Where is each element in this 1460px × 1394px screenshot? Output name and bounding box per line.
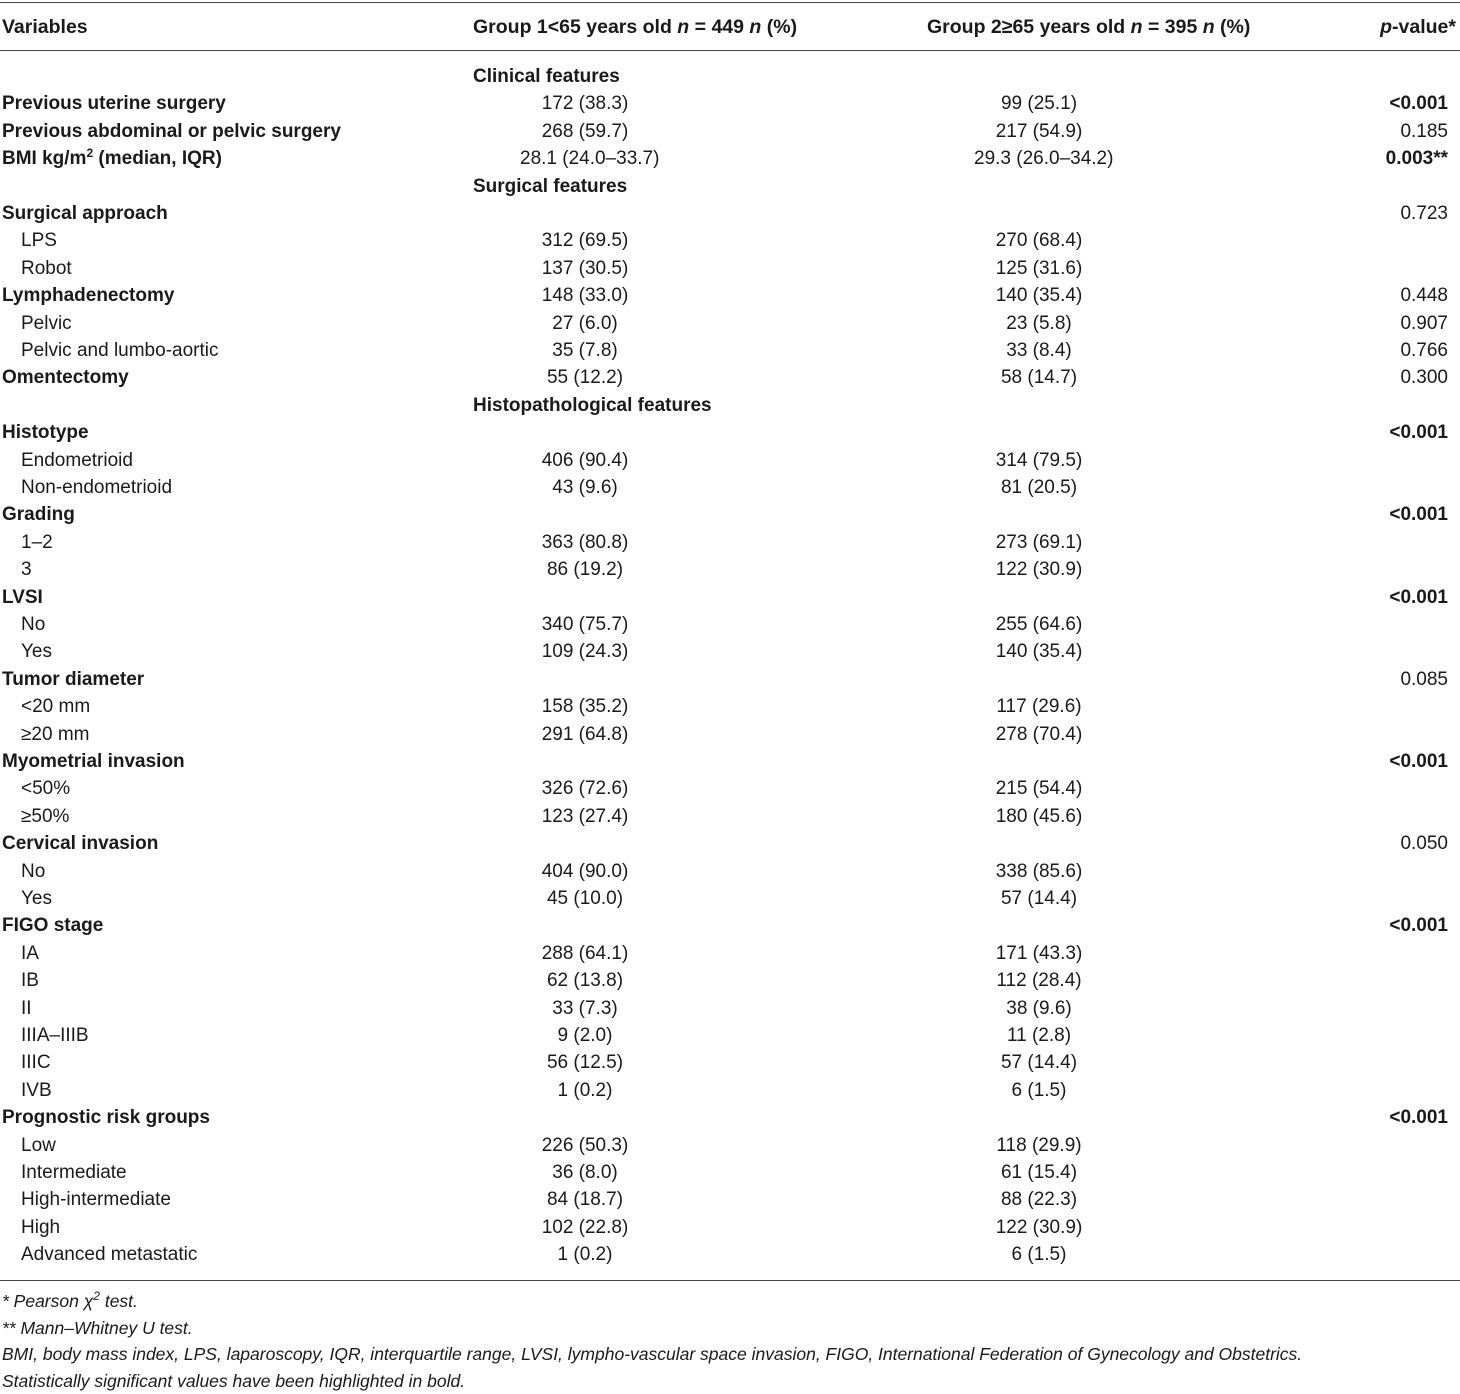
row-variable (21, 1186, 171, 1213)
row-variable-label: ≥20 mm (21, 724, 90, 745)
row-p-value: 0.003** (1386, 145, 1448, 172)
row-group1-value: 56 (12.5) (520, 1049, 650, 1076)
row-group1-value: 33 (7.3) (520, 995, 650, 1022)
section-surgical: Surgical features (473, 173, 627, 200)
row-p-value: <0.001 (1389, 912, 1448, 939)
row-variable (21, 447, 133, 474)
row-group1-value: 291 (64.8) (520, 721, 650, 748)
row-variable (2, 666, 144, 693)
header-group1-suffix: (%) (761, 16, 797, 38)
row-variable-label: Lymphadenectomy (2, 285, 174, 306)
row-group1-value: 1 (0.2) (520, 1077, 650, 1104)
row-variable-label: FIGO stage (2, 915, 103, 936)
table-row (0, 118, 1460, 145)
row-group2-value: 117 (29.6) (974, 693, 1104, 720)
row-group1-value: 84 (18.7) (520, 1186, 650, 1213)
row-variable-label: Previous abdominal or pelvic surgery (2, 121, 341, 142)
table-row (0, 200, 1460, 227)
row-group2-value: 29.3 (26.0–34.2) (974, 145, 1104, 172)
table-row (0, 474, 1460, 501)
row-variable-label: High-intermediate (21, 1189, 171, 1210)
row-variable-label: IB (21, 970, 39, 991)
row-group1-value: 123 (27.4) (520, 803, 650, 830)
row-group1-value: 172 (38.3) (520, 90, 650, 117)
row-group1-value: 268 (59.7) (520, 118, 650, 145)
table-row (0, 584, 1460, 611)
row-group2-value: 38 (9.6) (974, 995, 1104, 1022)
row-variable (2, 501, 75, 528)
table-row (0, 1214, 1460, 1241)
row-variable-label: Pelvic (21, 313, 72, 334)
table-row (0, 1022, 1460, 1049)
row-p-value: <0.001 (1389, 501, 1448, 528)
header-p-value (1380, 12, 1456, 42)
header-group2-prefix: Group 2≥65 years old (927, 16, 1131, 38)
table-row (0, 775, 1460, 802)
row-variable (2, 364, 129, 391)
row-group2-value: 278 (70.4) (974, 721, 1104, 748)
row-variable (2, 584, 43, 611)
row-group1-value: 340 (75.7) (520, 611, 650, 638)
header-rule (0, 50, 1460, 51)
table-row (0, 858, 1460, 885)
row-group2-value: 140 (35.4) (974, 638, 1104, 665)
table-row (0, 638, 1460, 665)
row-variable (21, 693, 90, 720)
row-variable (21, 721, 90, 748)
row-group1-value: 226 (50.3) (520, 1132, 650, 1159)
row-variable-label: BMI kg/m (2, 148, 86, 169)
row-group2-value: 6 (1.5) (974, 1241, 1104, 1268)
row-group1-value: 86 (19.2) (520, 556, 650, 583)
row-p-value: 0.085 (1400, 666, 1448, 693)
table-row (0, 529, 1460, 556)
row-p-value: <0.001 (1389, 90, 1448, 117)
table-row (0, 310, 1460, 337)
row-variable (21, 337, 218, 364)
row-group1-value: 35 (7.8) (520, 337, 650, 364)
row-variable-label: Surgical approach (2, 203, 168, 224)
row-group2-value: 215 (54.4) (974, 775, 1104, 802)
bottom-rule (0, 1280, 1460, 1281)
table-row (0, 666, 1460, 693)
row-p-value: <0.001 (1389, 419, 1448, 446)
row-variable-label: No (21, 861, 45, 882)
row-variable-label: High (21, 1217, 60, 1238)
table-row (0, 337, 1460, 364)
footnote-pearson-suffix: test. (100, 1291, 138, 1311)
row-group1-value: 363 (80.8) (520, 529, 650, 556)
row-group1-value: 45 (10.0) (520, 885, 650, 912)
row-variable-label: 3 (21, 559, 32, 580)
row-variable-label: II (21, 998, 32, 1019)
row-variable-label: Pelvic and lumbo-aortic (21, 340, 218, 361)
row-variable-suffix: (median, IQR) (93, 148, 222, 169)
row-variable-label: Prognostic risk groups (2, 1107, 210, 1128)
row-variable (2, 912, 103, 939)
row-group1-value: 137 (30.5) (520, 255, 650, 282)
header-group1-n2: n (749, 16, 761, 38)
table-row (0, 1132, 1460, 1159)
row-variable (21, 1159, 127, 1186)
row-variable (2, 748, 185, 775)
table-row (0, 1241, 1460, 1268)
row-variable-label: Previous uterine surgery (2, 93, 226, 114)
row-group2-value: 217 (54.9) (974, 118, 1104, 145)
footnote-bold-note: Statistically significant values have been highlighted in bold. (2, 1368, 1302, 1394)
row-variable (2, 282, 174, 309)
footnote-mann-whitney: ** Mann–Whitney U test. (2, 1315, 1302, 1342)
row-variable (21, 556, 32, 583)
row-variable-label: Advanced metastatic (21, 1244, 197, 1265)
row-variable (21, 858, 45, 885)
table-row (0, 1049, 1460, 1076)
row-p-value: <0.001 (1389, 1104, 1448, 1131)
row-group2-value: 58 (14.7) (974, 364, 1104, 391)
row-variable (21, 474, 172, 501)
footnote-pearson (2, 1288, 1302, 1315)
row-group2-value: 125 (31.6) (974, 255, 1104, 282)
row-variable-label: Tumor diameter (2, 669, 144, 690)
header-variables-text: Variables (2, 16, 88, 38)
header-p-suffix: -value* (1392, 16, 1456, 38)
row-variable (21, 529, 53, 556)
table-row (0, 282, 1460, 309)
row-group2-value: 338 (85.6) (974, 858, 1104, 885)
row-group2-value: 112 (28.4) (974, 967, 1104, 994)
row-variable (21, 775, 70, 802)
row-variable (21, 1241, 197, 1268)
row-variable (21, 1077, 52, 1104)
header-group2 (927, 12, 1250, 42)
row-variable-label: Cervical invasion (2, 833, 158, 854)
row-group2-value: 270 (68.4) (974, 227, 1104, 254)
row-group1-value: 28.1 (24.0–33.7) (520, 145, 650, 172)
row-group1-value: 158 (35.2) (520, 693, 650, 720)
row-variable-label: Non-endometrioid (21, 477, 172, 498)
row-group2-value: 61 (15.4) (974, 1159, 1104, 1186)
table-row (0, 912, 1460, 939)
table-row (0, 611, 1460, 638)
row-variable (21, 1132, 56, 1159)
row-group2-value: 118 (29.9) (974, 1132, 1104, 1159)
row-variable (21, 1022, 89, 1049)
row-group1-value: 109 (24.3) (520, 638, 650, 665)
row-group2-value: 255 (64.6) (974, 611, 1104, 638)
row-variable (2, 419, 89, 446)
row-group1-value: 404 (90.0) (520, 858, 650, 885)
row-variable-label: IVB (21, 1080, 52, 1101)
table-row (0, 803, 1460, 830)
table-row (0, 748, 1460, 775)
header-group2-n2: n (1203, 16, 1215, 38)
table-row (0, 1104, 1460, 1131)
footnote-chi: χ (84, 1291, 94, 1311)
table-row (0, 90, 1460, 117)
table-row (0, 967, 1460, 994)
row-variable (21, 967, 39, 994)
row-p-value: 0.185 (1400, 118, 1448, 145)
row-variable (21, 611, 45, 638)
row-group1-value: 27 (6.0) (520, 310, 650, 337)
row-variable-label: Myometrial invasion (2, 751, 185, 772)
row-variable-label: Yes (21, 888, 52, 909)
header-group1 (473, 12, 797, 42)
row-p-value: 0.448 (1400, 282, 1448, 309)
header-group1-prefix: Group 1<65 years old (473, 16, 677, 38)
row-group1-value: 36 (8.0) (520, 1159, 650, 1186)
row-variable-label: Grading (2, 504, 75, 525)
footnotes (2, 1288, 1302, 1394)
row-variable (2, 145, 222, 172)
table-row (0, 1159, 1460, 1186)
row-variable (2, 118, 341, 145)
row-variable-label: No (21, 614, 45, 635)
row-variable-label: IA (21, 943, 39, 964)
row-group2-value: 57 (14.4) (974, 885, 1104, 912)
row-variable-label: <20 mm (21, 696, 90, 717)
row-group1-value: 62 (13.8) (520, 967, 650, 994)
table-row (0, 830, 1460, 857)
table-row (0, 145, 1460, 172)
row-p-value: 0.050 (1400, 830, 1448, 857)
row-variable-label: Yes (21, 641, 52, 662)
footnote-abbreviations: BMI, body mass index, LPS, laparoscopy, IQR, interquartile range, LVSI, lympho-vascular space invasion, FIGO, International Federation of Gynecology and Obstetrics. (2, 1341, 1302, 1368)
row-group1-value: 326 (72.6) (520, 775, 650, 802)
table-row (0, 1186, 1460, 1213)
row-variable-label: LPS (21, 230, 57, 251)
row-group2-value: 180 (45.6) (974, 803, 1104, 830)
row-group2-value: 273 (69.1) (974, 529, 1104, 556)
row-variable-label: Intermediate (21, 1162, 127, 1183)
row-group2-value: 11 (2.8) (974, 1022, 1104, 1049)
row-group2-value: 122 (30.9) (974, 556, 1104, 583)
footnote-chi-sup: 2 (93, 1289, 100, 1303)
table-row (0, 364, 1460, 391)
row-variable-label: ≥50% (21, 806, 69, 827)
row-p-value: 0.300 (1400, 364, 1448, 391)
header-group1-n: n (677, 16, 689, 38)
row-p-value: 0.907 (1400, 310, 1448, 337)
section-histopathological: Histopathological features (473, 392, 712, 419)
row-variable-label: IIIA–IIIB (21, 1025, 89, 1046)
table-row (0, 501, 1460, 528)
top-rule (0, 2, 1460, 3)
row-group2-value: 6 (1.5) (974, 1077, 1104, 1104)
row-group2-value: 140 (35.4) (974, 282, 1104, 309)
table-row (0, 227, 1460, 254)
row-variable (21, 940, 39, 967)
row-variable (21, 310, 72, 337)
row-variable (21, 1049, 51, 1076)
row-group2-value: 33 (8.4) (974, 337, 1104, 364)
table-row (0, 255, 1460, 282)
row-group1-value: 9 (2.0) (520, 1022, 650, 1049)
row-p-value: <0.001 (1389, 584, 1448, 611)
row-variable-label: Histotype (2, 422, 89, 443)
row-variable (2, 1104, 210, 1131)
row-variable (21, 1214, 60, 1241)
row-group2-value: 23 (5.8) (974, 310, 1104, 337)
row-group1-value: 312 (69.5) (520, 227, 650, 254)
row-variable-label: <50% (21, 778, 70, 799)
table-row (0, 1077, 1460, 1104)
row-p-value: <0.001 (1389, 748, 1448, 775)
row-variable-sup: 2 (86, 146, 93, 160)
row-group1-value: 43 (9.6) (520, 474, 650, 501)
header-group1-count: = 449 (689, 16, 749, 38)
row-variable-label: IIIC (21, 1052, 51, 1073)
table-row (0, 721, 1460, 748)
section-clinical: Clinical features (473, 63, 620, 90)
row-variable (2, 200, 168, 227)
row-variable-label: Low (21, 1135, 56, 1156)
row-group1-value: 148 (33.0) (520, 282, 650, 309)
table-row (0, 419, 1460, 446)
row-variable (2, 90, 226, 117)
row-group1-value: 406 (90.4) (520, 447, 650, 474)
row-variable (21, 995, 32, 1022)
header-p-italic: p (1380, 16, 1392, 38)
row-variable-label: Endometrioid (21, 450, 133, 471)
row-group1-value: 102 (22.8) (520, 1214, 650, 1241)
row-group2-value: 57 (14.4) (974, 1049, 1104, 1076)
row-variable-label: Omentectomy (2, 367, 129, 388)
row-variable (2, 830, 158, 857)
row-group1-value: 288 (64.1) (520, 940, 650, 967)
table-row (0, 940, 1460, 967)
row-variable (21, 255, 72, 282)
header-group2-n: n (1131, 16, 1143, 38)
row-group2-value: 88 (22.3) (974, 1186, 1104, 1213)
row-variable (21, 227, 57, 254)
table-row (0, 447, 1460, 474)
row-group2-value: 81 (20.5) (974, 474, 1104, 501)
row-group1-value: 55 (12.2) (520, 364, 650, 391)
table-row (0, 885, 1460, 912)
row-p-value: 0.766 (1400, 337, 1448, 364)
row-variable-label: Robot (21, 258, 72, 279)
row-group2-value: 99 (25.1) (974, 90, 1104, 117)
row-variable (21, 803, 69, 830)
row-variable (21, 885, 52, 912)
row-group2-value: 171 (43.3) (974, 940, 1104, 967)
row-variable (21, 638, 52, 665)
header-group2-suffix: (%) (1215, 16, 1251, 38)
row-group1-value: 1 (0.2) (520, 1241, 650, 1268)
row-group2-value: 314 (79.5) (974, 447, 1104, 474)
row-variable-label: 1–2 (21, 532, 53, 553)
header-group2-count: = 395 (1143, 16, 1203, 38)
row-group2-value: 122 (30.9) (974, 1214, 1104, 1241)
table-row (0, 693, 1460, 720)
footnote-pearson-prefix: * Pearson (2, 1291, 84, 1311)
header-variables (2, 12, 88, 42)
table-row (0, 995, 1460, 1022)
row-variable-label: LVSI (2, 587, 43, 608)
row-p-value: 0.723 (1400, 200, 1448, 227)
table-row (0, 556, 1460, 583)
